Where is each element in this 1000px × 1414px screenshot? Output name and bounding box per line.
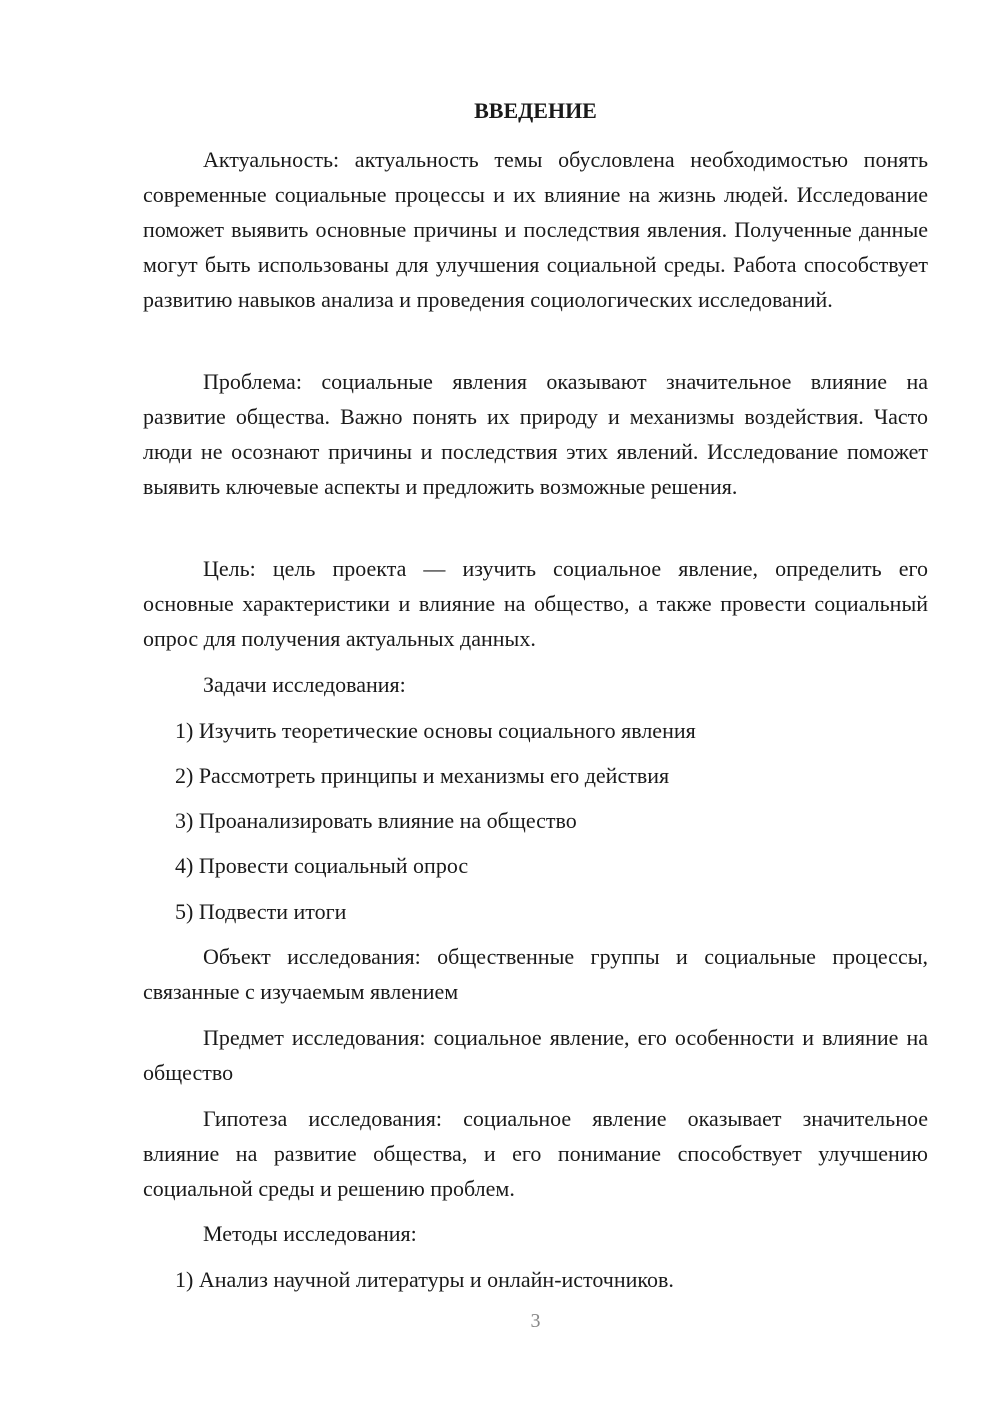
goal-paragraph: Цель: цель проекта — изучить социальное явление, определить его основные характеристики и влияние на общество, а также провести социальный опрос для получения актуальных данных. (143, 556, 928, 651)
task-item: 3) Проанализировать влияние на общество (175, 808, 577, 833)
task-item: 5) Подвести итоги (175, 899, 347, 924)
method-item: 1) Анализ научной литературы и онлайн-источников. (175, 1267, 674, 1292)
task-item: 1) Изучить теоретические основы социального явления (175, 718, 696, 743)
methods-heading: Методы исследования: (203, 1221, 417, 1246)
relevance-paragraph: Актуальность: актуальность темы обусловлена необходимостью понять современные социальные процессы и их влияние на жизнь людей. Исследование поможет выявить основные причины и последствия явления. Полученные данные могут быть использованы для улучшения социальной среды. Работа способствует развитию навыков анализа и проведения социологических исследований. (143, 147, 928, 312)
hypothesis-paragraph: Гипотеза исследования: социальное явление оказывает значительное влияние на развитие общества, и его понимание способствует улучшению социальной среды и решению проблем. (143, 1106, 928, 1201)
subject-paragraph: Предмет исследования: социальное явление, его особенности и влияние на общество (143, 1025, 928, 1085)
page-number: 3 (530, 1310, 541, 1332)
task-item: 4) Провести социальный опрос (175, 853, 469, 878)
object-paragraph: Объект исследования: общественные группы и социальные процессы, связанные с изучаемым явлением (143, 944, 928, 1004)
task-item: 2) Рассмотреть принципы и механизмы его действия (175, 763, 670, 788)
page-title: ВВЕДЕНИЕ (474, 98, 597, 123)
problem-paragraph: Проблема: социальные явления оказывают значительное влияние на развитие общества. Важно понять их природу и механизмы воздействия. Часто люди не осознают причины и последствия этих явлений. Исследование поможет выявить ключевые аспекты и предложить возможные решения. (143, 369, 928, 499)
tasks-heading: Задачи исследования: (203, 672, 406, 697)
document-page (143, 0, 928, 1414)
